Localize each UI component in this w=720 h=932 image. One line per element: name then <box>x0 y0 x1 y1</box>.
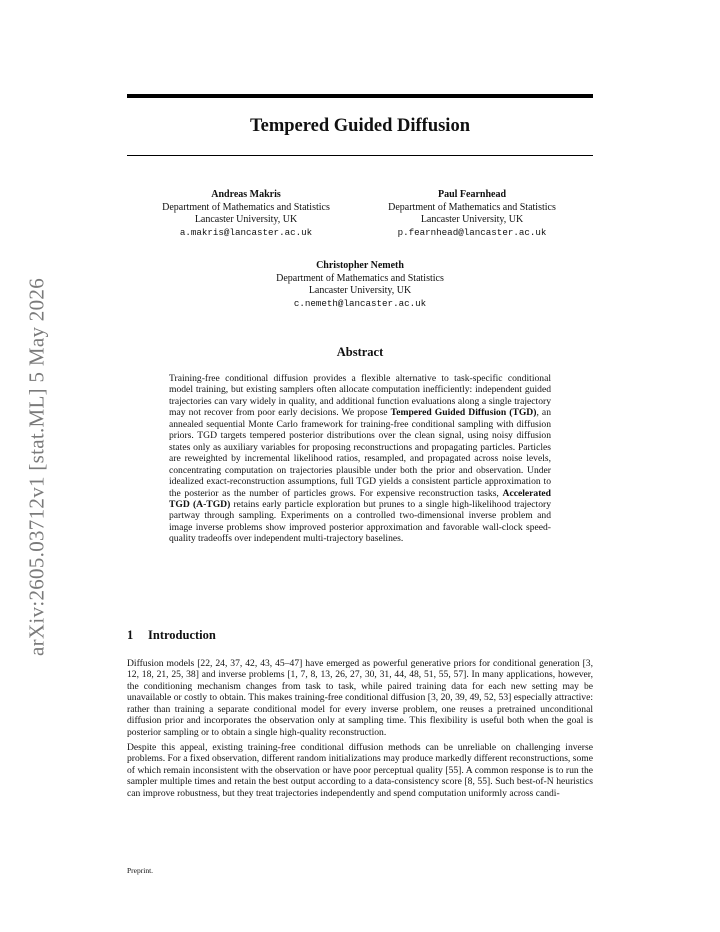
abstract-heading: Abstract <box>336 345 384 359</box>
author-name: Christopher Nemeth <box>316 260 404 271</box>
author-name: Andreas Makris <box>211 189 281 200</box>
author-block <box>372 189 572 239</box>
section-heading <box>127 628 216 643</box>
section-title: Introduction <box>148 628 216 642</box>
author-department: Department of Mathematics and Statistics <box>276 272 444 284</box>
author-email[interactable]: c.nemeth@lancaster.ac.uk <box>293 297 427 309</box>
author-department: Department of Mathematics and Statistics <box>162 201 330 213</box>
paper-title: Tempered Guided Diffusion <box>250 116 470 136</box>
author-affiliation: Lancaster University, UK <box>194 214 298 225</box>
author-block <box>260 260 460 310</box>
intro-paragraph-2: Despite this appeal, existing training-free conditional diffusion methods can be unreliable on challenging inverse problems. For a fixed observation, different random initializations may produce markedly different reconstructions, some of which remain inconsistent with the observation or have poor perceptual quality [55]. A common response is to run the sampler multiple times and retain the best output according to a data-consistency score [8, 55]. Such best-of-N heuristics can improve robustness, but they treat trajectories independently and spend computation uniformly across candi- <box>127 742 593 799</box>
abstract-part-2: , an annealed sequential Monte Carlo framework for training-free conditional sampling with diffusion priors. TGD targets tempered posterior distributions over the clean signal, using noisy diffusion states only as auxiliary variables for proposing reconstructions and propagating particles. Particles are reweighted by incremental likelihood ratios, resampled, and propagated across noise levels, concentrating computation on trajectories plausible under both the prior and observation. Under idealized exact-reconstruction assumptions, full TGD yields a consistent particle approximation to the posterior as the number of particles grows. For expensive reconstruction tasks, <box>169 407 551 499</box>
abstract-text <box>169 373 551 545</box>
footer-preprint: Preprint. <box>127 866 154 875</box>
section-number: 1 <box>127 628 134 642</box>
arxiv-margin-stamp <box>22 252 52 682</box>
title-top-rule <box>127 94 593 98</box>
title-bottom-rule <box>127 155 593 156</box>
author-email[interactable]: a.makris@lancaster.ac.uk <box>179 226 313 238</box>
author-department: Department of Mathematics and Statistics <box>388 201 556 213</box>
abstract-atgd-bold: Accelerated TGD (A-TGD) <box>169 487 551 510</box>
arxiv-id-text: arXiv:2605.03712v1 [stat.ML] 5 May 2026 <box>24 278 49 656</box>
author-email[interactable]: p.fearnhead@lancaster.ac.uk <box>397 226 547 238</box>
author-affiliation: Lancaster University, UK <box>420 214 524 225</box>
author-affiliation: Lancaster University, UK <box>308 285 412 296</box>
author-name: Paul Fearnhead <box>437 189 507 200</box>
abstract-tgd-bold: Tempered Guided Diffusion (TGD) <box>390 407 537 419</box>
abstract-part-1: Training-free conditional diffusion provides a flexible alternative to task-specific conditional model training, but existing samplers often allocate computation inefficiently: independent guided trajectories can vary widely in quality, and additional function evaluations along a single trajectory may not recover from poor early decisions. We propose <box>169 373 551 419</box>
intro-paragraph-1: Diffusion models [22, 24, 37, 42, 43, 45–47] have emerged as powerful generative priors for conditional generation [3, 12, 18, 21, 25, 38] and inverse problems [1, 7, 8, 13, 26, 27, 30, 31, 44, 48, 51, 55, 57]. In many applications, however, the conditioning mechanism changes from task to task, while paired training data for each new setting may be unavailable or costly to obtain. This makes training-free conditional diffusion [3, 20, 39, 49, 52, 53] especially attractive: rather than training a separate conditional model for every inverse problem, one reuses a pretrained unconditional diffusion prior and incorporates the observation only at sampling time. This flexibility is useful both when the goal is posterior sampling or to obtain a single high-quality reconstruction. <box>127 658 593 738</box>
abstract-part-3: retains early particle exploration but prunes to a single high-likelihood trajectory partway through sampling. Experiments on a controlled two-dimensional inverse problem and image inverse problems show improved posterior approximation and favorable wall-clock speed-quality tradeoffs over independent multi-trajectory baselines. <box>169 498 551 545</box>
author-block <box>146 189 346 239</box>
